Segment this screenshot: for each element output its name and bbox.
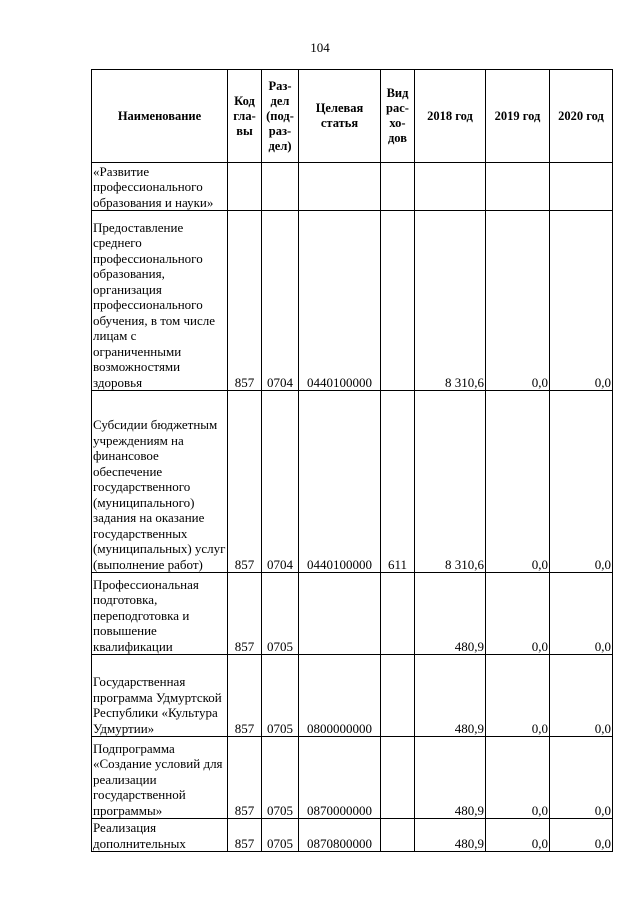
row-chapter: 857 (228, 211, 262, 391)
table-row (92, 573, 613, 655)
row-target: 0870000000 (299, 737, 381, 819)
row-target: 0870800000 (299, 819, 381, 852)
row-chapter: 857 (228, 819, 262, 852)
row-section: 0705 (262, 573, 299, 655)
row-name: «Развитие профессионального образования и науки» (92, 163, 228, 211)
row-2019: 0,0 (486, 655, 550, 737)
row-name: Государственная программа Удмуртской Республики «Культура Удмуртии» (92, 655, 228, 737)
row-2019: 0,0 (486, 211, 550, 391)
table-body (92, 163, 613, 852)
table-row (92, 211, 613, 391)
row-name: Профессиональная подготовка, переподготовка и повышение квалификации (92, 573, 228, 655)
row-2019: 0,0 (486, 573, 550, 655)
header-section: Раз-дел (под-раз-дел) (262, 70, 299, 163)
row-section: 0705 (262, 819, 299, 852)
budget-table (91, 69, 613, 852)
row-2019: 0,0 (486, 737, 550, 819)
row-2019: 0,0 (486, 819, 550, 852)
row-2018: 8 310,6 (415, 211, 486, 391)
row-2020: 0,0 (550, 391, 613, 573)
row-section: 0705 (262, 737, 299, 819)
row-name: Субсидии бюджетным учреждениям на финансовое обеспечение государственного (муниципального) задания на оказание государственных (муниципальных) услуг (выполнение работ) (92, 391, 228, 573)
row-chapter: 857 (228, 737, 262, 819)
row-2020: 0,0 (550, 655, 613, 737)
header-2019: 2019 год (486, 70, 550, 163)
header-target-article: Целевая статья (299, 70, 381, 163)
row-target: 0800000000 (299, 655, 381, 737)
row-2018: 8 310,6 (415, 391, 486, 573)
header-expense-type: Вид рас-хо-дов (381, 70, 415, 163)
header-2020: 2020 год (550, 70, 613, 163)
header-name: Наименование (92, 70, 228, 163)
row-2019 (486, 163, 550, 211)
row-name: Подпрограмма «Создание условий для реализации государственной программы» (92, 737, 228, 819)
row-2020: 0,0 (550, 819, 613, 852)
row-2018: 480,9 (415, 819, 486, 852)
row-2018 (415, 163, 486, 211)
row-2020: 0,0 (550, 737, 613, 819)
table-header (92, 70, 613, 163)
table-row (92, 655, 613, 737)
row-expense-type (381, 573, 415, 655)
row-name: Реализация дополнительных (92, 819, 228, 852)
row-target (299, 573, 381, 655)
row-target: 0440100000 (299, 391, 381, 573)
row-expense-type (381, 819, 415, 852)
row-section (262, 163, 299, 211)
row-2020 (550, 163, 613, 211)
table-row (92, 163, 613, 211)
row-expense-type (381, 655, 415, 737)
row-expense-type (381, 163, 415, 211)
row-2020: 0,0 (550, 211, 613, 391)
row-2019: 0,0 (486, 391, 550, 573)
row-chapter: 857 (228, 655, 262, 737)
row-expense-type: 611 (381, 391, 415, 573)
row-target: 0440100000 (299, 211, 381, 391)
row-section: 0704 (262, 391, 299, 573)
header-2018: 2018 год (415, 70, 486, 163)
row-chapter: 857 (228, 573, 262, 655)
row-name: Предоставление среднего профессионального образования, организация профессионального обучения, в том числе лицам с ограниченными возможностями здоровья (92, 211, 228, 391)
row-expense-type (381, 211, 415, 391)
row-section: 0705 (262, 655, 299, 737)
table-row (92, 737, 613, 819)
row-2018: 480,9 (415, 655, 486, 737)
row-2020: 0,0 (550, 573, 613, 655)
row-chapter (228, 163, 262, 211)
table-row (92, 819, 613, 852)
row-2018: 480,9 (415, 573, 486, 655)
header-row (92, 70, 613, 163)
row-target (299, 163, 381, 211)
header-chapter-code: Код гла-вы (228, 70, 262, 163)
table-row (92, 391, 613, 573)
row-expense-type (381, 737, 415, 819)
page-number: 104 (310, 40, 330, 55)
row-chapter: 857 (228, 391, 262, 573)
row-2018: 480,9 (415, 737, 486, 819)
row-section: 0704 (262, 211, 299, 391)
